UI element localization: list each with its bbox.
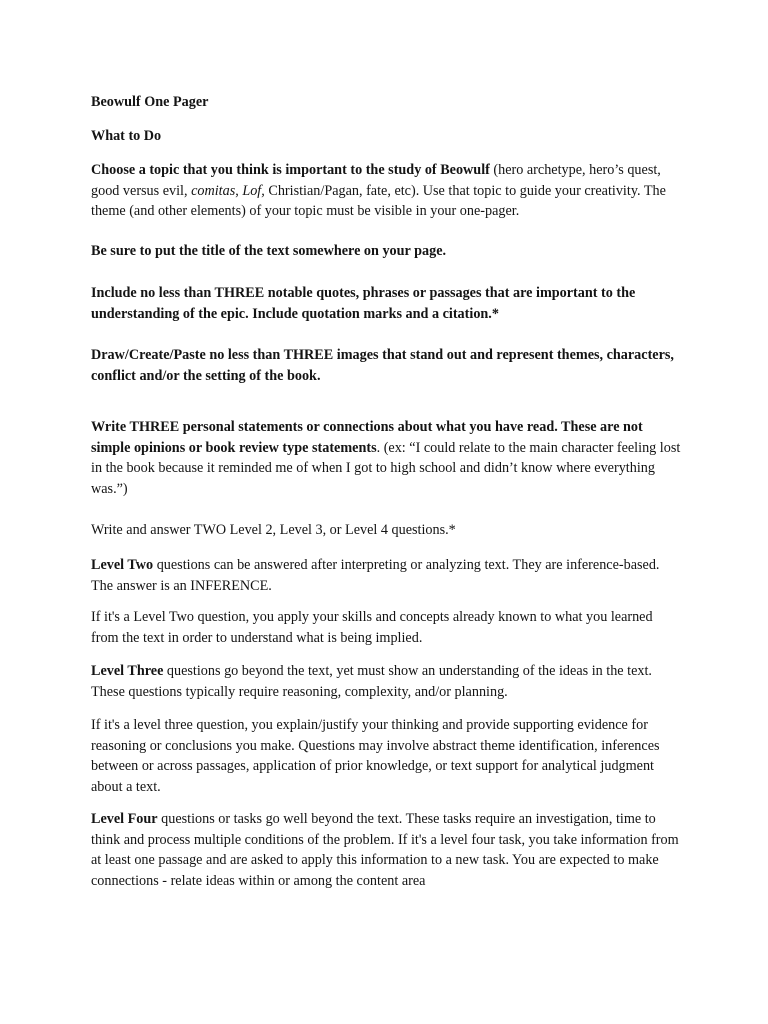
title-instruction-text: Be sure to put the title of the text somewhere on your page. — [91, 243, 447, 259]
quotes-instruction — [91, 283, 681, 324]
statements-text: . (ex: “I could relate to the main character feeling lost in the book because it reminded me of when I got to high school and didn’t know where everything was.”) — [91, 439, 681, 497]
level-four-paragraph — [91, 809, 681, 891]
topic-comma: , — [235, 182, 243, 199]
document-title-text: Beowulf One Pager — [91, 94, 209, 110]
questions-instruction — [91, 520, 681, 541]
level-three-detail-text: If it's a level three question, you explain/justify your thinking and provide supporting evidence for reasoning or conclusions you make. Questions may involve abstract theme identification, inferences between or across passages, application of prior knowledge, or text support for analytical judgment about a text. — [91, 717, 660, 795]
topic-paragraph — [91, 160, 681, 222]
level-four-bold: Level Four — [91, 811, 158, 827]
level-four-text: questions or tasks go well beyond the text. These tasks require an investigation, time to think and process multiple conditions of the problem. If it's a level four task, you take information from at least one passage and are asked to apply this information to a new task. You are expected to make connections - relate ideas within or among the content area — [91, 811, 679, 889]
level-two-bold: Level Two — [91, 557, 154, 573]
level-two-detail — [91, 607, 681, 648]
statements-paragraph — [91, 417, 681, 499]
topic-text-2: Christian/Pagan, fate, etc). Use that topic to guide your creativity. The theme (and other elements) of your topic must be visible in your one-pager. — [91, 182, 666, 220]
document-title — [91, 92, 681, 113]
topic-lof: Lof, — [242, 182, 265, 199]
section-heading — [91, 126, 681, 147]
level-three-text: questions go beyond the text, yet must show an understanding of the ideas in the text. These questions typically require reasoning, complexity, and/or planning. — [91, 663, 652, 700]
section-heading-text: What to Do — [91, 128, 162, 144]
level-three-detail — [91, 715, 681, 797]
topic-comitas: comitas — [191, 182, 236, 199]
images-instruction-text: Draw/Create/Paste no less than THREE images that stand out and represent themes, characters, conflict and/or the setting of the book. — [91, 347, 674, 384]
level-two-text: questions can be answered after interpreting or analyzing text. They are inference-based. The answer is an INFERENCE. — [91, 557, 660, 594]
level-three-paragraph — [91, 661, 681, 702]
level-two-detail-text: If it's a Level Two question, you apply your skills and concepts already known to what you learned from the text in order to understand what is being implied. — [91, 609, 653, 646]
topic-bold: Choose a topic that you think is important to the study of Beowulf — [91, 162, 490, 178]
images-instruction — [91, 345, 681, 386]
level-three-bold: Level Three — [91, 663, 164, 679]
level-two-paragraph — [91, 555, 681, 596]
quotes-instruction-text: Include no less than THREE notable quotes, phrases or passages that are important to the understanding of the epic. Include quotation marks and a citation.* — [91, 285, 636, 322]
topic-text-1: (hero archetype, hero’s quest, good versus evil, — [91, 162, 661, 199]
title-instruction — [91, 241, 681, 262]
statements-bold: Write THREE personal statements or connections about what you have read. These are not simple opinions or book review type statements — [91, 419, 643, 456]
questions-instruction-text: Write and answer TWO Level 2, Level 3, or Level 4 questions.* — [91, 522, 456, 538]
